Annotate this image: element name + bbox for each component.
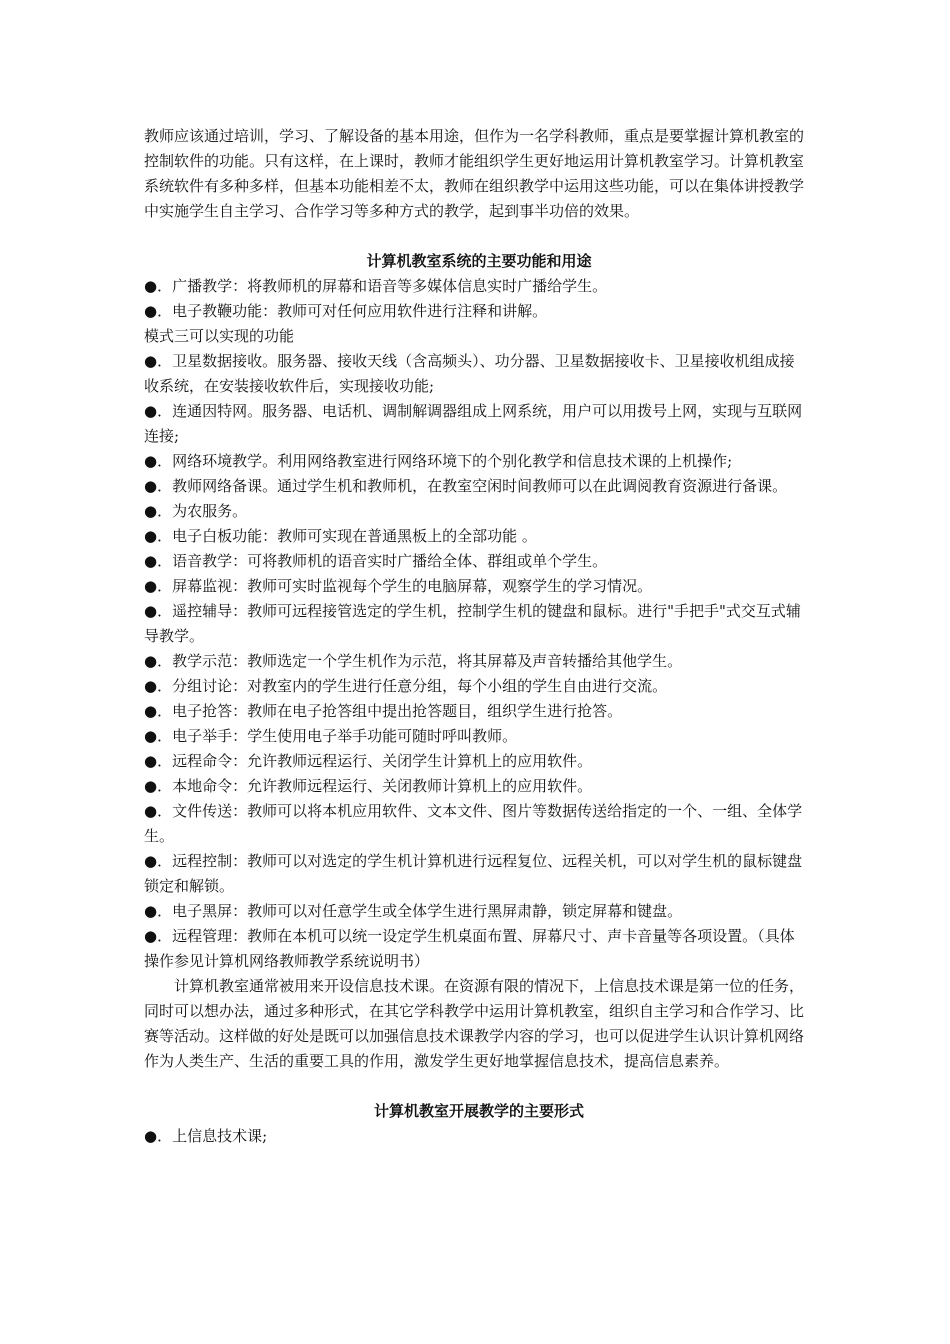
list-item: ●．教学示范：教师选定一个学生机作为示范，将其屏幕及声音转播给其他学生。 — [144, 652, 683, 670]
intro-paragraph: 教师应该通过培训，学习、了解设备的基本用途，但作为一名学科教师，重点是要掌握计算机教室的控制软件的功能。只有这样，在上课时，教师才能组织学生更好地运用计算机教室学习。计算机教室系统软件有多种多样，但基本功能相差不太，教师在组织教学中运用这些功能，可以在集体讲授教学中实施学生自主学习、合作学习等多种方式的教学，起到事半功倍的效果。 — [144, 127, 805, 220]
list-item: ●．分组讨论：对教室内的学生进行任意分组，每个小组的学生自由进行交流。 — [144, 677, 668, 695]
section2-title: 计算机教室开展教学的主要形式 — [373, 1102, 584, 1120]
list-item: ●．远程命令：允许教师远程运行、关闭学生计算机上的应用软件。 — [144, 752, 593, 770]
list-item: ●．电子黑屏：教师可以对任意学生或全体学生进行黑屏肃静，锁定屏幕和键盘。 — [144, 902, 683, 920]
list-item: ●．网络环境教学。利用网络教室进行网络环境下的个别化教学和信息技术课的上机操作; — [144, 452, 733, 470]
subheading-mode3: 模式三可以实现的功能 — [144, 327, 295, 345]
list-item: ●．屏幕监视：教师可实时监视每个学生的电脑屏幕，观察学生的学习情况。 — [144, 577, 653, 595]
list-item: ●．广播教学：将教师机的屏幕和语音等多媒体信息实时广播给学生。 — [144, 277, 608, 295]
list-item: ●．连通因特网。服务器、电话机、调制解调器组成上网系统，用户可以用拨号上网，实现与互联网连接; — [144, 402, 803, 445]
list-item: ●．为农服务。 — [144, 502, 248, 520]
document-page — [144, 124, 804, 1149]
closing-paragraph: 计算机教室通常被用来开设信息技术课。在资源有限的情况下，上信息技术课是第一位的任务，同时可以想办法，通过多种形式，在其它学科教学中运用计算机教室，组织自主学习和合作学习、比赛等活动。这样做的好处是既可以加强信息技术课教学内容的学习，也可以促进学生认识计算机网络作为人类生产、生活的重要工具的作用，激发学生更好地掌握信息技术，提高信息素养。 — [144, 977, 805, 1070]
section1-title: 计算机教室系统的主要功能和用途 — [366, 252, 592, 270]
section2-list — [144, 1124, 804, 1149]
list-item: ●．电子抢答：教师在电子抢答组中提出抢答题目，组织学生进行抢答。 — [144, 702, 623, 720]
list-item: ●．远程控制：教师可以对选定的学生机计算机进行远程复位、远程关机，可以对学生机的鼠标键盘锁定和解锁。 — [144, 852, 803, 895]
list-item: ●．语音教学：可将教师机的语音实时广播给全体、群组或单个学生。 — [144, 552, 608, 570]
list-item: ●．上信息技术课; — [144, 1127, 268, 1145]
list-item: ●．遥控辅导：教师可远程接管选定的学生机，控制学生机的键盘和鼠标。进行"手把手"式交互式辅导教学。 — [144, 602, 801, 645]
list-item: ●．电子白板功能：教师可实现在普通黑板上的全部功能 。 — [144, 527, 537, 545]
list-item: ●．本地命令：允许教师远程运行、关闭教师计算机上的应用软件。 — [144, 777, 593, 795]
list-item: ●．文件传送：教师可以将本机应用软件、文本文件、图片等数据传送给指定的一个、一组、全体学生。 — [144, 802, 803, 845]
section1-list — [144, 274, 804, 974]
list-item: ●．电子教鞭功能：教师可对任何应用软件进行注释和讲解。 — [144, 302, 548, 320]
list-item: ●．电子举手：学生使用电子举手功能可随时呼叫教师。 — [144, 727, 518, 745]
list-item: ●．教师网络备课。通过学生机和教师机，在教室空闲时间教师可以在此调阅教育资源进行备课。 — [144, 477, 788, 495]
list-item: ●．远程管理：教师在本机可以统一设定学生机桌面布置、屏幕尺寸、声卡音量等各项设置。（具体操作参见计算机网络教师教学系统说明书） — [144, 927, 795, 970]
list-item: ●．卫星数据接收。服务器、接收天线（含高频头）、功分器、卫星数据接收卡、卫星接收机组成接收系统，在安装接收软件后，实现接收功能; — [144, 352, 795, 395]
